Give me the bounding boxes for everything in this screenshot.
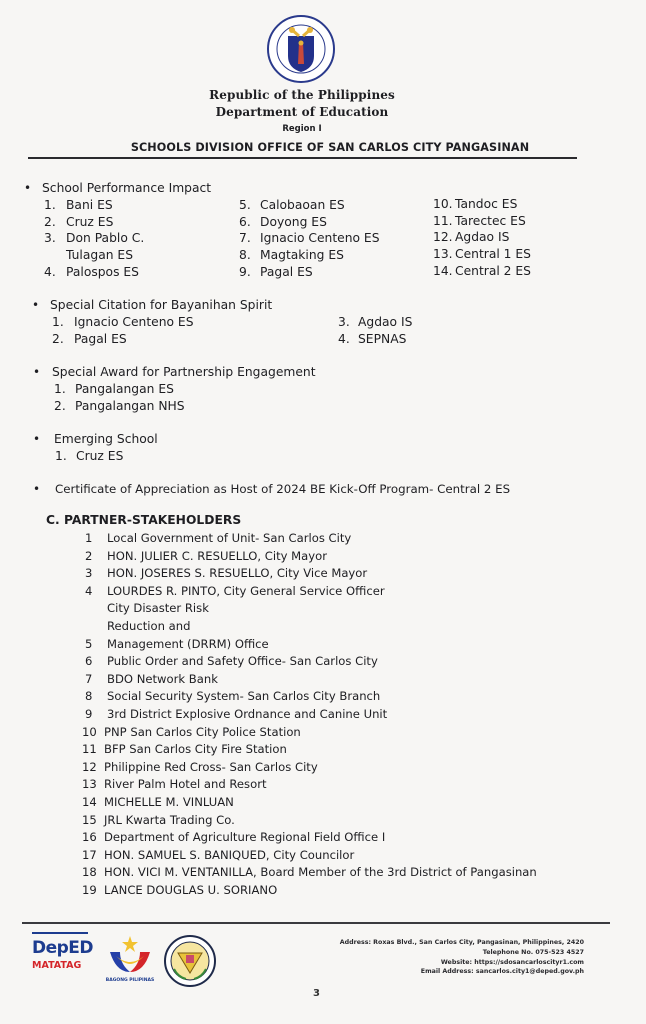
list-item: 5 Management (DRRM) Office (85, 636, 269, 651)
deped-seal-logo (266, 14, 336, 84)
list-item: Reduction and (107, 618, 191, 633)
list-item: 3 HON. JOSERES S. RESUELLO, City Vice Mayor (85, 566, 368, 581)
logo-rule (32, 932, 88, 934)
partnership-list (54, 381, 185, 414)
list-item: 13 River Palm Hotel and Resort (82, 777, 267, 792)
section-title-partnership: Special Award for Partnership Engagement (52, 365, 316, 379)
list-item: City Disaster Risk (107, 601, 209, 616)
list-item: 1. Bani ES (44, 198, 113, 212)
list-item: 6. Doyong ES (239, 214, 327, 229)
list-item: 16 Department of Agriculture Regional Field Office I (82, 830, 386, 845)
list-item: 5. Calobaoan ES (239, 198, 345, 212)
region-heading: Region I (282, 124, 322, 134)
list-item: 14. Central 2 ES (433, 263, 531, 278)
list-item: 10 PNP San Carlos City Police Station (82, 724, 301, 739)
list-item: 6 Public Order and Safety Office- San Carlos City (85, 654, 378, 669)
bagong-pilipinas-caption: BAGONG PILIPINAS (105, 978, 155, 983)
republic-heading: Republic of the Philippines (209, 88, 395, 102)
certificate-line: Certificate of Appreciation as Host of 2024 BE Kick-Off Program- Central 2 ES (55, 482, 511, 496)
list-item: 2. Cruz ES (44, 214, 114, 229)
bullet-icon: • (33, 482, 41, 496)
deped-wordmark: DepED (32, 938, 94, 958)
bullet-icon: • (33, 365, 41, 379)
list-item: 3. Don Pablo C. (44, 231, 145, 246)
list-item: 4 LOURDES R. PINTO, City General Service Officer (85, 583, 385, 598)
list-item: 11. Tarectec ES (433, 213, 526, 228)
list-item: 1. Pangalangan ES (54, 382, 174, 396)
list-item: 8 Social Security System- San Carlos City Branch (85, 689, 381, 704)
bullet-icon: • (32, 298, 40, 312)
list-item: 12. Agdao IS (433, 230, 510, 245)
address-line: Address: Roxas Blvd., San Carlos City, Pangasinan, Philippines, 2420 (339, 939, 584, 946)
list-item: 17 HON. SAMUEL S. BANIQUED, City Councilor (82, 847, 355, 862)
list-item: 4. SEPNAS (338, 331, 407, 346)
list-item: 7. Ignacio Centeno ES (239, 231, 380, 246)
list-item: 18 HON. VICI M. VENTANILLA, Board Member of the 3rd District of Pangasinan (82, 865, 537, 880)
performance-col2 (239, 197, 380, 281)
header-divider (28, 157, 577, 159)
list-item: 7 BDO Network Bank (85, 671, 218, 686)
list-item: 2. Pagal ES (52, 331, 127, 346)
bagong-pilipinas-emblem-icon (106, 934, 154, 974)
emerging-list (55, 448, 123, 465)
department-heading: Department of Education (215, 105, 389, 119)
performance-col1 (44, 197, 144, 281)
bullet-icon: • (33, 432, 41, 446)
section-title-emerging: Emerging School (54, 432, 158, 446)
list-item: 2. Pangalangan NHS (54, 398, 185, 413)
list-item: 14 MICHELLE M. VINLUAN (82, 794, 234, 809)
bullet-icon: • (24, 181, 32, 195)
partners-heading: C. PARTNER-STAKEHOLDERS (46, 513, 242, 527)
bayanihan-col2 (338, 314, 412, 347)
office-heading: SCHOOLS DIVISION OFFICE OF SAN CARLOS CITY PANGASINAN (130, 141, 530, 154)
bagong-pilipinas-logo (104, 934, 156, 992)
page-number: 3 (313, 988, 320, 999)
list-item: 10. Tandoc ES (433, 197, 518, 211)
list-item: 13. Central 1 ES (433, 247, 531, 262)
deped-matatag-logo (32, 932, 92, 990)
list-item: Tulagan ES (66, 248, 134, 263)
website-line[interactable]: Website: https://sdosancarloscityr1.com (440, 958, 584, 966)
list-item: 1. Cruz ES (55, 449, 124, 463)
section-title-performance: School Performance Impact (42, 181, 212, 195)
list-item: 12 Philippine Red Cross- San Carlos City (82, 759, 318, 774)
partners-list (82, 530, 537, 899)
performance-col3 (433, 196, 531, 280)
list-item: 1 Local Government of Unit- San Carlos City (85, 531, 352, 545)
section-title-bayanihan: Special Citation for Bayanihan Spirit (50, 298, 273, 312)
list-item: 4. Palospos ES (44, 264, 139, 279)
list-item: 9 3rd District Explosive Ordnance and Canine Unit (85, 706, 388, 721)
contact-block (340, 938, 584, 977)
list-item: 9. Pagal ES (239, 264, 313, 279)
matatag-wordmark: MATATAG (32, 960, 82, 971)
list-item: 8. Magtaking ES (239, 248, 344, 263)
bayanihan-col1 (52, 314, 194, 347)
telephone-line: Telephone No. 075-523 4527 (482, 948, 584, 956)
list-item: 15 JRL Kwarta Trading Co. (82, 812, 235, 827)
email-line[interactable]: Email Address: sancarlos.city1@deped.gov.ph (420, 968, 584, 976)
sdo-san-carlos-seal (164, 935, 216, 987)
footer-divider (22, 922, 610, 924)
list-item: 19 LANCE DOUGLAS U. SORIANO (82, 882, 278, 897)
list-item: 11 BFP San Carlos City Fire Station (82, 742, 287, 757)
list-item: 2 HON. JULIER C. RESUELLO, City Mayor (85, 548, 327, 563)
list-item: 3. Agdao IS (338, 315, 413, 329)
list-item: 1. Ignacio Centeno ES (52, 315, 194, 329)
